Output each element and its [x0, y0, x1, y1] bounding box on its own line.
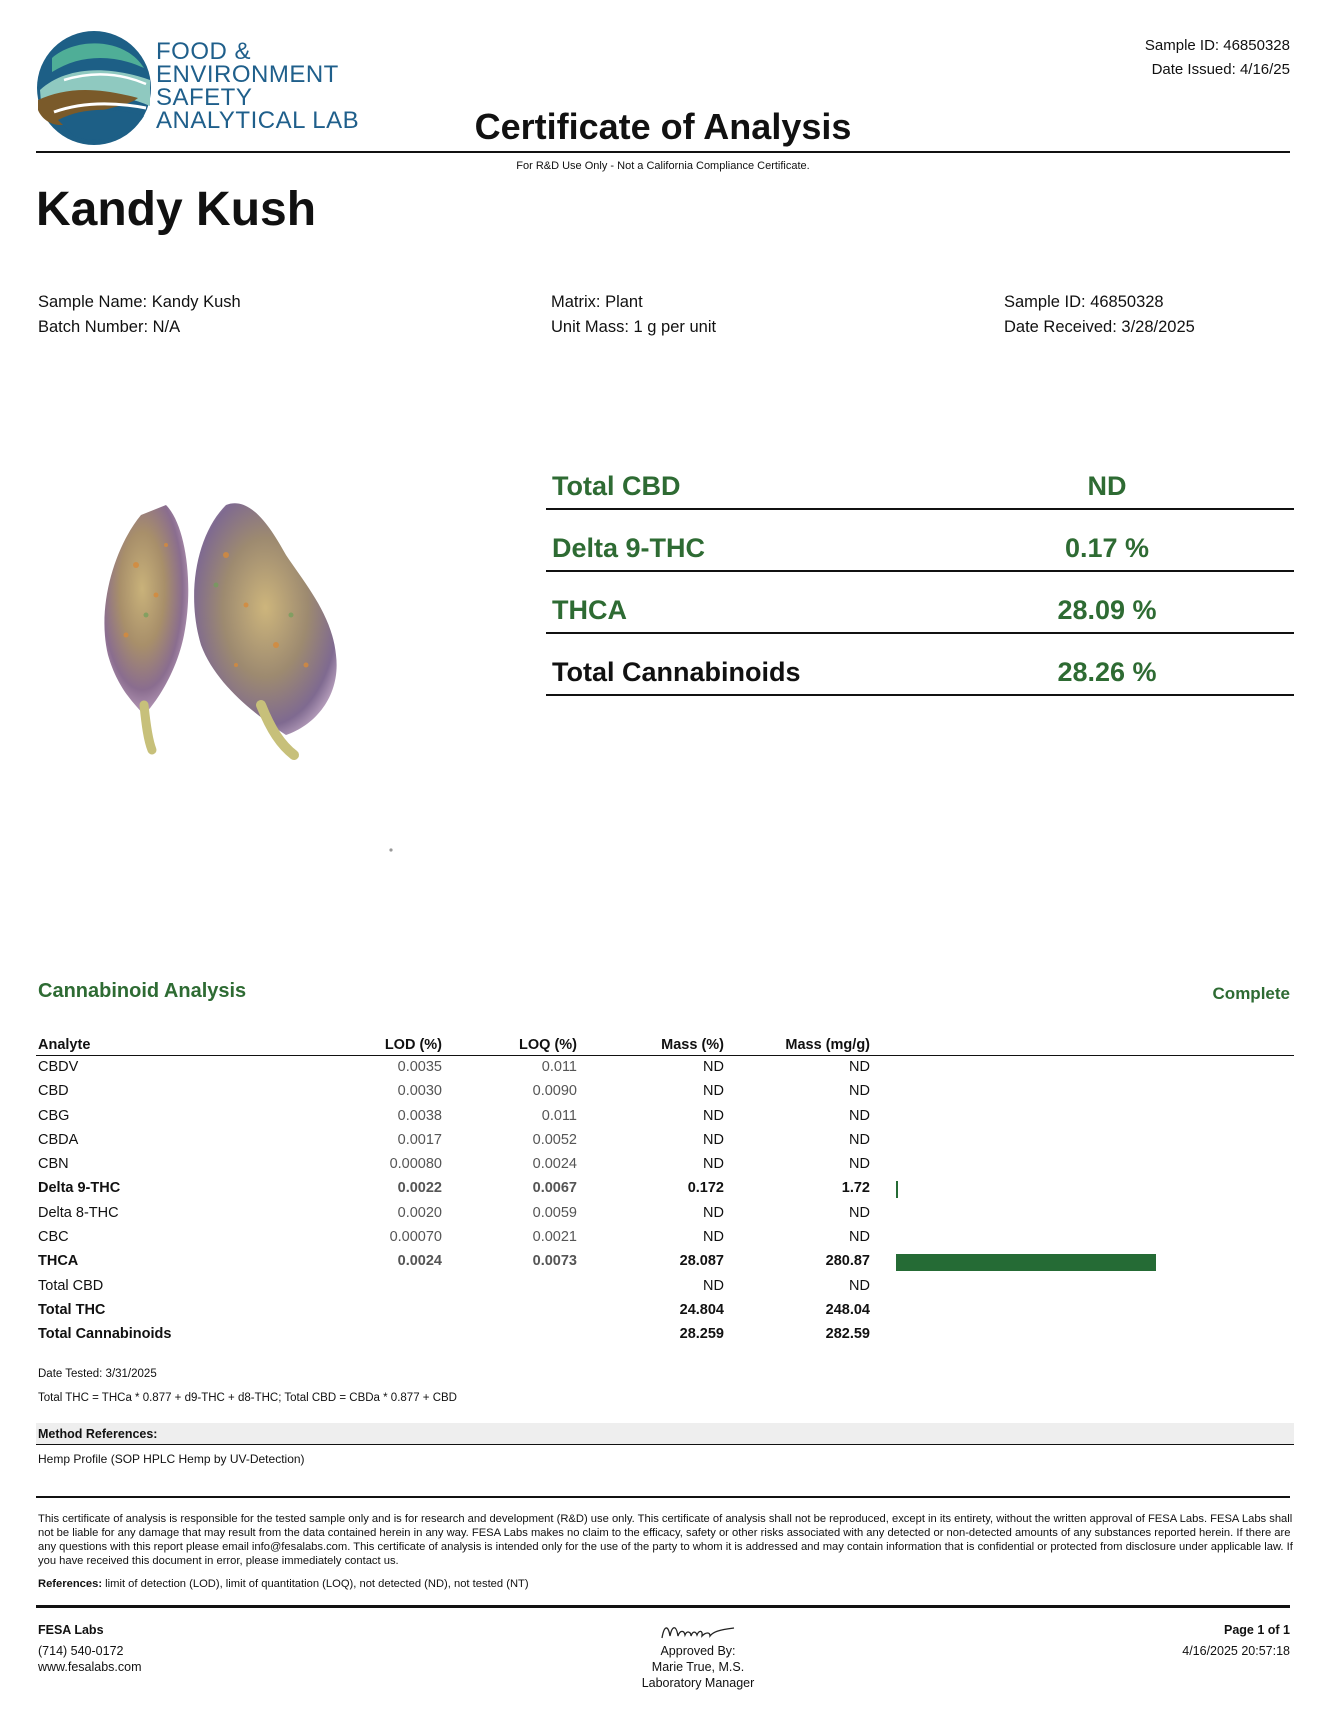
table-row: [36, 1129, 1294, 1153]
summary-value: 28.09 %: [1057, 595, 1157, 625]
date-received: Date Received: 3/28/2025: [1004, 318, 1195, 336]
mass-mg-cell: ND: [849, 1277, 870, 1294]
lab-website: www.fesalabs.com: [38, 1660, 142, 1674]
section-title: Cannabinoid Analysis: [38, 980, 247, 1002]
page-number: Page 1 of 1: [1224, 1623, 1290, 1637]
batch-number: Batch Number: N/A: [38, 318, 181, 336]
logo-line-4: ANALYTICAL LAB: [156, 107, 360, 134]
mass-pct-cell: ND: [703, 1204, 724, 1221]
header-meta: [1145, 34, 1290, 82]
info-column-1: [38, 290, 241, 340]
summary-row-total-cannabinoids: [546, 634, 1294, 696]
col-analyte: Analyte: [38, 1037, 91, 1053]
mass-pct-cell: 28.259: [679, 1326, 724, 1343]
mass-mg-cell: ND: [849, 1059, 870, 1075]
footer-approval: [563, 1620, 833, 1691]
product-photo: [36, 345, 456, 905]
table-header: [36, 1034, 1294, 1056]
analyte-cell: CBC: [38, 1229, 69, 1246]
summary-row-thca: [546, 572, 1294, 634]
table-row: [36, 1250, 1294, 1274]
summary-value: 0.17 %: [1064, 533, 1150, 563]
table-row: [36, 1299, 1294, 1323]
loq-cell: 0.0021: [532, 1229, 577, 1246]
logo-line-2: ENVIRONMENT: [156, 61, 339, 88]
mass-mg-cell: 1.72: [841, 1180, 870, 1197]
mass-mg-cell: ND: [849, 1107, 870, 1124]
table-row: [36, 1202, 1294, 1226]
references-label: References:: [38, 1578, 103, 1590]
col-loq: LOQ (%): [519, 1037, 577, 1053]
footer-lab: [38, 1622, 142, 1675]
mass-mg-cell: ND: [849, 1204, 870, 1221]
signature: [658, 1620, 738, 1642]
mass-pct-cell: 28.087: [679, 1253, 724, 1270]
total-formula: Total THC = THCa * 0.877 + d9-THC + d8-THC; Total CBD = CBDa * 0.877 + CBD: [38, 1392, 457, 1404]
approver-title: Laboratory Manager: [641, 1676, 755, 1690]
analyte-cell: CBN: [38, 1156, 69, 1173]
analyte-cell: CBG: [38, 1107, 70, 1124]
summary-label: Total CBD: [552, 471, 681, 501]
mass-pct-cell: ND: [703, 1107, 724, 1124]
analyte-cell: Total THC: [38, 1301, 106, 1318]
info-column-2: [551, 290, 716, 340]
mass-bar: [896, 1181, 898, 1198]
info-column-3: [1004, 290, 1195, 340]
method-references-heading: Method References:: [36, 1423, 1294, 1445]
analyte-cell: Delta 9-THC: [38, 1180, 121, 1197]
summary-label: THCA: [552, 595, 627, 625]
status-badge: Complete: [1212, 984, 1290, 1003]
lab-phone: (714) 540-0172: [38, 1644, 124, 1658]
references-text: limit of detection (LOD), limit of quantitation (LOQ), not detected (ND), not tested (NT): [105, 1578, 529, 1590]
mass-mg-cell: 282.59: [825, 1326, 870, 1343]
mass-pct-cell: 0.172: [687, 1180, 724, 1197]
mass-pct-cell: ND: [703, 1229, 724, 1246]
footer-page-info: [1182, 1622, 1290, 1659]
header-sample-id: Sample ID: 46850328: [1144, 37, 1290, 54]
unit-mass: Unit Mass: 1 g per unit: [551, 318, 717, 336]
mass-pct-cell: ND: [703, 1083, 724, 1100]
sample-name: Sample Name: Kandy Kush: [38, 293, 241, 311]
loq-cell: 0.0059: [532, 1204, 577, 1221]
lod-cell: 0.0022: [397, 1180, 442, 1197]
loq-cell: 0.0052: [532, 1131, 577, 1148]
table-row: [36, 1275, 1294, 1299]
logo-line-1: FOOD &: [156, 38, 252, 65]
header-divider: [36, 151, 1290, 153]
summary-row-delta9-thc: [546, 510, 1294, 572]
date-tested: Date Tested: 3/31/2025: [38, 1368, 157, 1380]
mass-pct-cell: ND: [703, 1156, 724, 1173]
analyte-cell: Total Cannabinoids: [38, 1326, 172, 1343]
product-name: Kandy Kush: [36, 183, 317, 236]
loq-cell: 0.0090: [532, 1083, 577, 1100]
matrix: Matrix: Plant: [551, 293, 643, 311]
method-reference: Hemp Profile (SOP HPLC Hemp by UV-Detection): [38, 1452, 305, 1466]
analyte-cell: THCA: [38, 1253, 79, 1270]
summary-label: Delta 9-THC: [552, 533, 706, 563]
table-row: [36, 1080, 1294, 1104]
mass-mg-cell: ND: [849, 1131, 870, 1148]
analyte-cell: CBD: [38, 1083, 69, 1100]
mass-mg-cell: ND: [849, 1229, 870, 1246]
approver-name: Marie True, M.S.: [651, 1660, 745, 1674]
potency-summary: [546, 448, 1294, 696]
table-body: [36, 1056, 1294, 1348]
col-mass-pct: Mass (%): [661, 1037, 724, 1053]
lod-cell: 0.0017: [397, 1131, 442, 1148]
references: [38, 1578, 529, 1590]
col-mass-mg: Mass (mg/g): [785, 1037, 870, 1053]
rd-use-note: For R&D Use Only - Not a California Compliance Certificate.: [516, 160, 810, 172]
loq-cell: 0.0067: [532, 1180, 577, 1197]
lod-cell: 0.0024: [397, 1253, 442, 1270]
summary-value: ND: [1087, 471, 1127, 501]
mass-mg-cell: 248.04: [825, 1301, 870, 1318]
divider: [36, 1496, 1290, 1498]
mass-bar: [896, 1254, 1156, 1271]
lod-cell: 0.0038: [397, 1107, 442, 1124]
table-row: [36, 1105, 1294, 1129]
summary-value: 28.26 %: [1057, 657, 1157, 687]
loq-cell: 0.011: [541, 1059, 577, 1075]
header-date-issued: Date Issued: 4/16/25: [1151, 61, 1290, 78]
logo-line-3: SAFETY: [156, 84, 253, 111]
mass-pct-cell: ND: [703, 1277, 724, 1294]
footer-divider: [36, 1605, 1290, 1608]
loq-cell: 0.0024: [532, 1156, 577, 1173]
lod-cell: 0.00080: [389, 1156, 442, 1173]
lod-cell: 0.00070: [389, 1229, 442, 1246]
approved-by-label: Approved By:: [660, 1644, 736, 1658]
analyte-cell: CBDA: [38, 1131, 79, 1148]
report-timestamp: 4/16/2025 20:57:18: [1182, 1644, 1290, 1658]
analyte-cell: Delta 8-THC: [38, 1204, 119, 1221]
col-lod: LOD (%): [384, 1037, 442, 1053]
table-row: [36, 1177, 1294, 1201]
analyte-cell: Total CBD: [38, 1277, 104, 1294]
sample-id: Sample ID: 46850328: [1004, 293, 1164, 311]
lab-name: FESA Labs: [38, 1623, 104, 1637]
table-row: [36, 1226, 1294, 1250]
analyte-cell: CBDV: [38, 1059, 79, 1075]
table-row: [36, 1153, 1294, 1177]
page-title: Certificate of Analysis: [474, 106, 852, 147]
analysis-table: [36, 1034, 1294, 1348]
mass-pct-cell: 24.804: [679, 1301, 724, 1318]
lod-cell: 0.0030: [397, 1083, 442, 1100]
mass-mg-cell: 280.87: [825, 1253, 870, 1270]
summary-row-total-cbd: [546, 448, 1294, 510]
summary-label: Total Cannabinoids: [552, 657, 801, 687]
lod-cell: 0.0035: [397, 1059, 442, 1075]
loq-cell: 0.0073: [532, 1253, 577, 1270]
mass-mg-cell: ND: [849, 1156, 870, 1173]
disclaimer: This certificate of analysis is responsible for the tested sample only and is for research and development (R&D) use only. This certificate of analysis shall not be reproduced, except in its entirety, without the written approval of FESA Labs. FESA Labs shall not be liable for any damage that may result from the data contained herein in any way. FESA Labs makes no claim to the efficacy, safety or other risks associated with any detected or non-detected amounts of any substances reported herein. If there are any questions with this report please email info@fesalabs.com. This certificate of analysis is intended only for the use of the party to whom it is addressed and may contain information that is confidential or protected from disclosure under applicable law. If you have received this document in error, please immediately contact us.: [38, 1513, 1293, 1567]
mass-pct-cell: ND: [703, 1059, 724, 1075]
table-row: [36, 1323, 1294, 1347]
loq-cell: 0.011: [541, 1107, 577, 1124]
mass-mg-cell: ND: [849, 1083, 870, 1100]
table-row: [36, 1056, 1294, 1080]
lod-cell: 0.0020: [397, 1204, 442, 1221]
mass-pct-cell: ND: [703, 1131, 724, 1148]
